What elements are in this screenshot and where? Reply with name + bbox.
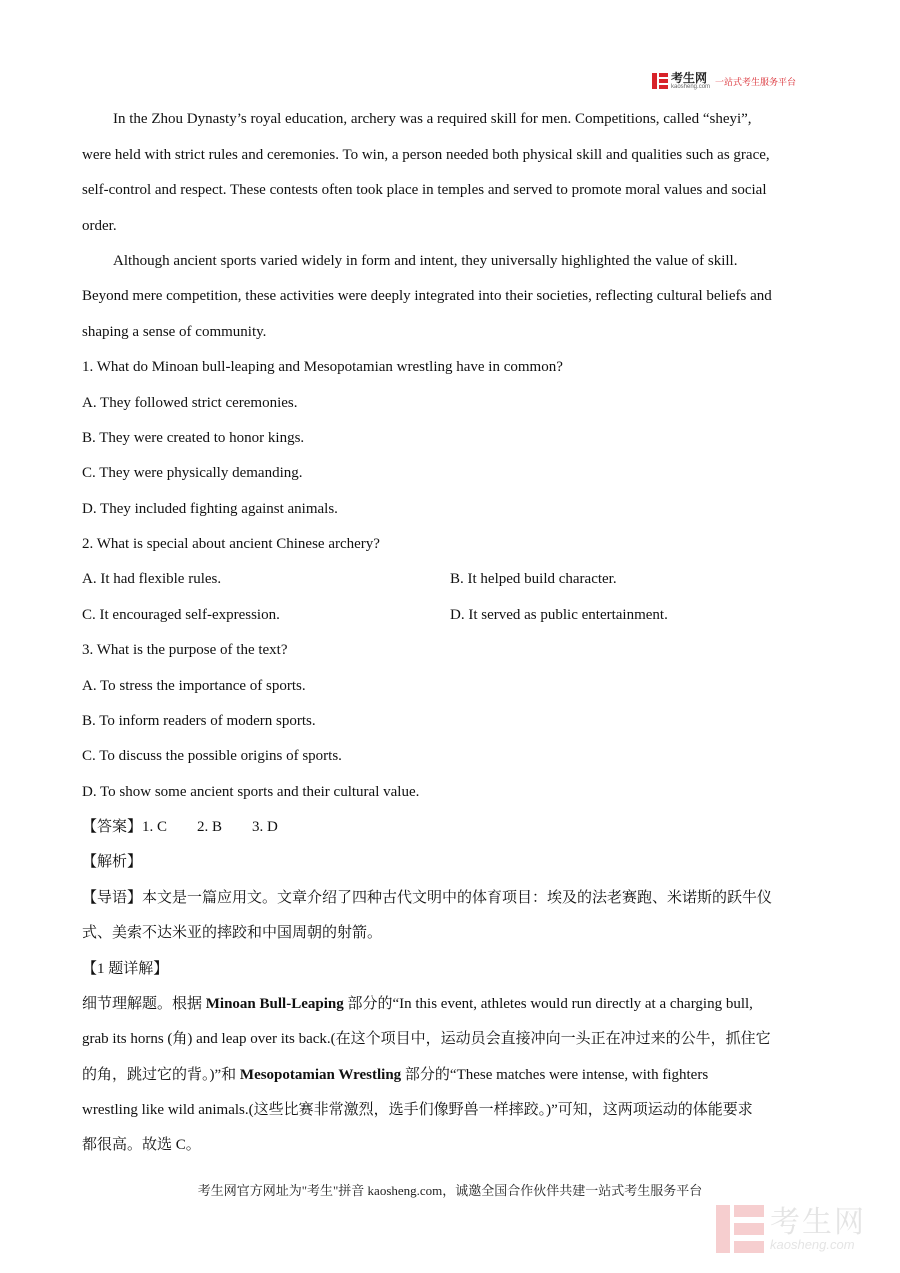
- paragraph-line: order.: [82, 218, 117, 234]
- logo-url: kaosheng.com: [671, 84, 711, 90]
- question-3: 3. What is the purpose of the text?: [82, 642, 288, 658]
- q2-option-c: C. It encouraged self-expression.: [82, 607, 280, 623]
- q3-option-b: B. To inform readers of modern sports.: [82, 713, 316, 729]
- page-footer: 考生网官方网址为"考生"拼音 kaosheng.com，诚邀全国合作伙伴共建一站式考生服务平台: [197, 1183, 703, 1198]
- q1-detail-heading: 【1 题详解】: [82, 961, 169, 977]
- explanation-line: 都很高。故选 C。: [82, 1137, 201, 1153]
- q2-option-b: B. It helped build character.: [450, 571, 617, 587]
- q1-option-d: D. They included fighting against animals.: [82, 501, 338, 517]
- paragraph-line: shaping a sense of community.: [82, 324, 267, 340]
- paragraph-line: Although ancient sports varied widely in form and intent, they universally highlighted the value of skill.: [113, 253, 738, 269]
- kaosheng-logo-icon: [652, 73, 668, 89]
- q3-option-a: A. To stress the importance of sports.: [82, 678, 306, 694]
- answer-key: 【答案】1. C 2. B 3. D: [82, 819, 278, 835]
- paragraph-line: were held with strict rules and ceremonies. To win, a person needed both physical skill and qualities such as grace,: [82, 147, 770, 163]
- logo-slogan: 一站式考生服务平台: [715, 77, 797, 88]
- explanation-line: wrestling like wild animals.(这些比赛非常激烈，选手们像野兽一样摔跤。)”可知，这两项运动的体能要求: [82, 1102, 753, 1118]
- q3-option-d: D. To show some ancient sports and their cultural value.: [82, 784, 420, 800]
- section-name-wrestling: Mesopotamian Wrestling: [239, 1067, 402, 1083]
- watermark-logo-icon: [716, 1205, 764, 1253]
- watermark-url: kaosheng.com: [770, 1236, 855, 1252]
- analysis-heading: 【解析】: [82, 854, 143, 870]
- question-2: 2. What is special about ancient Chinese archery?: [82, 536, 380, 552]
- q1-option-c: C. They were physically demanding.: [82, 465, 303, 481]
- explanation-line: 细节理解题。根据 Minoan Bull-Leaping 部分的“In this event, athletes would run directly at a charging bull,: [82, 996, 753, 1012]
- q3-option-c: C. To discuss the possible origins of sports.: [82, 748, 342, 764]
- intro-line: 式、美索不达米亚的摔跤和中国周朝的射箭。: [82, 925, 383, 941]
- q2-option-d: D. It served as public entertainment.: [450, 607, 668, 623]
- logo-name: 考生网: [671, 71, 708, 85]
- paragraph-line: In the Zhou Dynasty’s royal education, archery was a required skill for men. Competitions, called “sheyi”,: [113, 111, 752, 127]
- paragraph-line: Beyond mere competition, these activities were deeply integrated into their societies, reflecting cultural beliefs and: [82, 288, 772, 304]
- header-logo: [652, 72, 796, 90]
- question-1: 1. What do Minoan bull-leaping and Mesopotamian wrestling have in common?: [82, 359, 563, 375]
- paragraph-line: self-control and respect. These contests often took place in temples and served to promote moral values and social: [82, 182, 767, 198]
- explanation-line: grab its horns (角) and leap over its back.(在这个项目中，运动员会直接冲向一头正在冲过来的公牛，抓住它: [82, 1031, 771, 1047]
- intro-line: 【导语】本文是一篇应用文。文章介绍了四种古代文明中的体育项目：埃及的法老赛跑、米诺斯的跃牛仪: [82, 890, 773, 906]
- watermark-name: 考生网: [770, 1204, 866, 1240]
- q1-option-b: B. They were created to honor kings.: [82, 430, 305, 446]
- q1-option-a: A. They followed strict ceremonies.: [82, 395, 298, 411]
- section-name-bull-leaping: Minoan Bull-Leaping: [205, 996, 344, 1012]
- watermark: [716, 1205, 866, 1253]
- q2-option-a: A. It had flexible rules.: [82, 571, 222, 587]
- explanation-line: 的角，跳过它的背。)”和 Mesopotamian Wrestling 部分的“These matches were intense, with fighters: [82, 1067, 709, 1083]
